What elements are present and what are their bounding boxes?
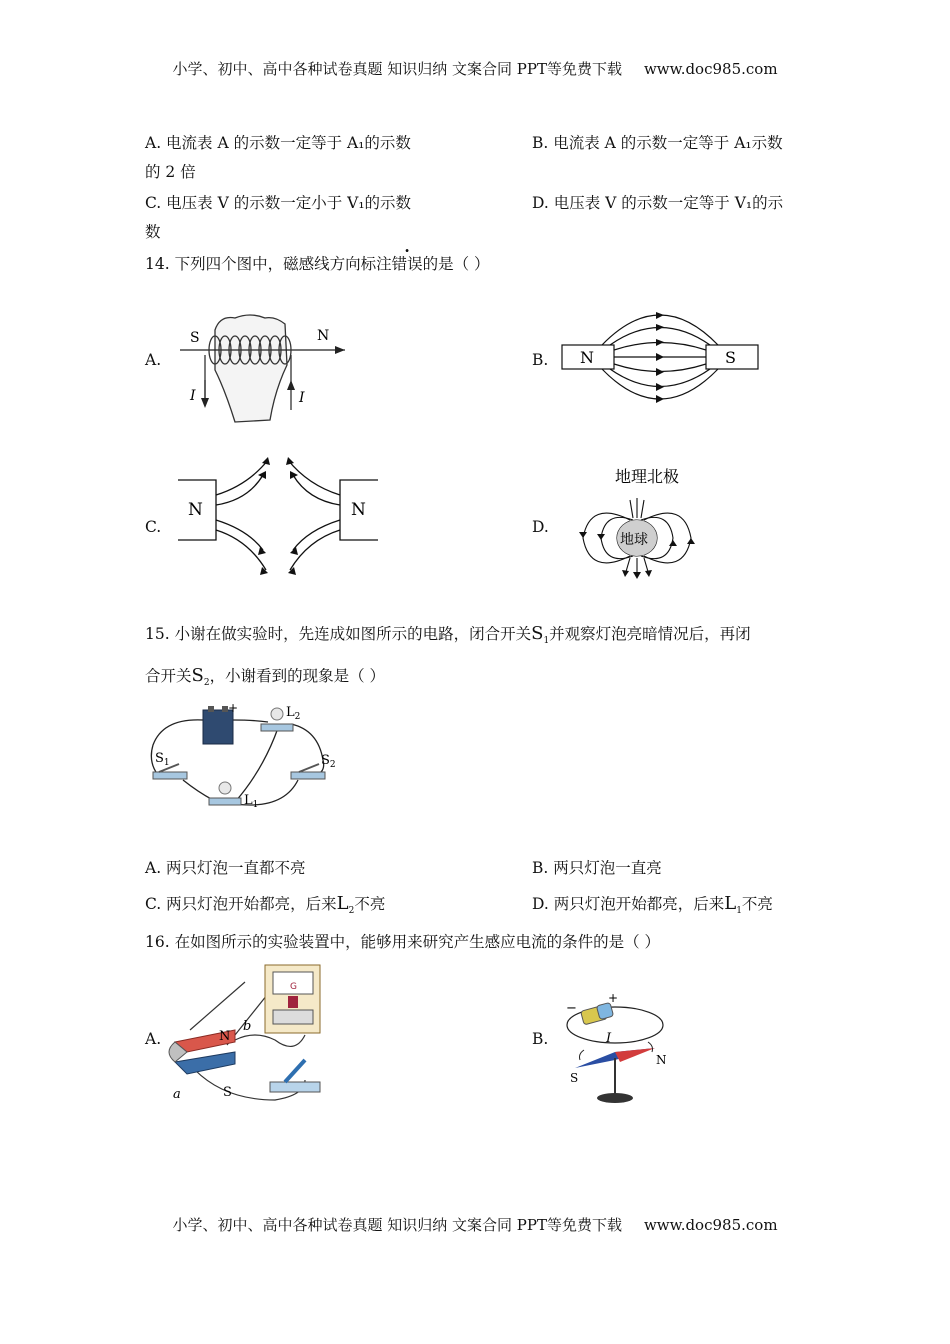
q15-stem-l1-post: 并观察灯泡亮暗情况后，再闭 — [549, 625, 751, 643]
q15-option-c-pre: C. 两只灯泡开始都亮，后来 — [145, 895, 337, 913]
q15-stem-line1 — [145, 624, 751, 651]
q16-label-b: B. — [532, 1030, 549, 1048]
footer-site[interactable]: www.doc985.com — [643, 1216, 778, 1234]
q14-label-d: D. — [532, 518, 549, 536]
fig15-l2-label — [286, 705, 300, 722]
q15-option-d-sub: 1 — [736, 906, 742, 917]
fig16a-a-label: a — [173, 1087, 181, 1102]
fig-c-n2-label: N — [351, 500, 366, 520]
q13-option-c-cont: 数 — [145, 223, 161, 241]
q14-figure-a — [175, 310, 355, 425]
fig15-l1-label — [244, 793, 258, 810]
q14-figure-c — [178, 445, 378, 580]
q14-label-a: A. — [145, 351, 162, 369]
fig16a-b-label: b — [243, 1019, 252, 1034]
fig15-l1-text: L — [244, 793, 253, 808]
q13-option-a-cont: 的 2 倍 — [145, 163, 196, 181]
fig-a-i2-label: I — [299, 390, 305, 406]
header-site[interactable]: www.doc985.com — [643, 60, 778, 78]
q15-option-d-l: L — [724, 893, 737, 914]
footer-text: 小学、初中、高中各种试卷真题 知识归纳 文案合同 PPT等免费下载 — [172, 1216, 622, 1234]
q15-option-d-post: 不亮 — [741, 895, 773, 913]
q15-stem-s1: S — [531, 623, 544, 644]
q15-option-d — [532, 894, 773, 921]
q15-stem-line2 — [145, 666, 385, 693]
fig15-s2-label — [321, 753, 336, 770]
q15-stem-l1-pre: 15. 小谢在做实验时，先连成如图所示的电路，闭合开关 — [145, 625, 532, 643]
fig15-l1-sub: 1 — [252, 800, 259, 810]
q15-stem-s2-sub: 2 — [203, 678, 210, 689]
fig15-plus-label: + — [228, 701, 239, 715]
fig16a-g-label: G — [290, 982, 297, 992]
q16-figure-b — [560, 990, 670, 1105]
fig-b-s-label: S — [725, 348, 736, 367]
fig15-s2-sub: 2 — [329, 760, 336, 770]
fig16b-s-label: S — [570, 1071, 579, 1085]
q15-stem-l2-post: ，小谢看到的现象是（ ） — [209, 667, 386, 685]
fig15-l2-text: L — [286, 705, 295, 720]
q15-option-c — [145, 894, 385, 921]
fig15-s1-text: S — [155, 751, 164, 766]
q15-stem-l2-pre: 合开关 — [145, 667, 192, 685]
fig-a-n-label: N — [317, 328, 330, 344]
q14-label-c: C. — [145, 518, 162, 536]
fig15-s2-text: S — [321, 753, 330, 768]
fig-a-s-label: S — [190, 330, 200, 346]
q15-figure-circuit — [143, 700, 343, 820]
fig16a-n-label: N — [219, 1029, 231, 1044]
q15-option-d-pre: D. 两只灯泡开始都亮，后来 — [532, 895, 725, 913]
q14-stem-emphasis: 错误 — [391, 255, 423, 273]
q15-option-c-sub: 2 — [348, 906, 355, 917]
page-header — [0, 58, 950, 79]
q14-stem-pre: 14. 下列四个图中，磁感线方向标注 — [145, 255, 392, 273]
fig16b-plus-label: + — [608, 991, 619, 1005]
fig16b-i-label: I — [606, 1031, 612, 1046]
q13-option-a: A. 电流表 A 的示数一定等于 A₁的示数 — [145, 134, 411, 152]
q14-stem — [145, 254, 490, 274]
q15-stem-s1-sub: 1 — [543, 636, 550, 647]
fig15-s1-sub: 1 — [163, 758, 170, 768]
fig15-s1-label — [155, 751, 170, 768]
q13-option-d: D. 电压表 V 的示数一定等于 V₁的示 — [532, 194, 784, 212]
q15-option-c-l: L — [336, 893, 349, 914]
fig16a-s-label: S — [223, 1085, 232, 1100]
fig16b-minus-label: − — [566, 1001, 577, 1016]
q14-stem-post: 的是（ ） — [422, 255, 490, 273]
q16-figure-a — [165, 960, 345, 1110]
q13-option-b: B. 电流表 A 的示数一定等于 A₁示数 — [532, 134, 783, 152]
q15-option-c-post: 不亮 — [354, 895, 386, 913]
fig16b-n-label: N — [656, 1053, 667, 1067]
fig-d-earth-label: 地球 — [620, 532, 648, 548]
fig-c-n1-label: N — [188, 500, 203, 520]
fig-a-i1-label: I — [190, 388, 196, 404]
q16-stem: 16. 在如图所示的实验装置中，能够用来研究产生感应电流的条件的是（ ） — [145, 933, 661, 951]
q14-label-b: B. — [532, 351, 549, 369]
fig15-l2-sub: 2 — [294, 712, 301, 722]
fig-d-title: 地理北极 — [615, 467, 680, 486]
page-footer — [0, 1214, 950, 1235]
q16-label-a: A. — [145, 1030, 162, 1048]
fig-b-n-label: N — [580, 348, 594, 367]
q15-option-a: A. 两只灯泡一直都不亮 — [145, 859, 306, 877]
q14-figure-d — [575, 460, 700, 590]
q15-option-b: B. 两只灯泡一直亮 — [532, 859, 662, 877]
header-text: 小学、初中、高中各种试卷真题 知识归纳 文案合同 PPT等免费下载 — [172, 60, 622, 78]
q13-option-c: C. 电压表 V 的示数一定小于 V₁的示数 — [145, 194, 412, 212]
q15-stem-s2: S — [191, 665, 204, 686]
q14-figure-b — [560, 290, 760, 430]
